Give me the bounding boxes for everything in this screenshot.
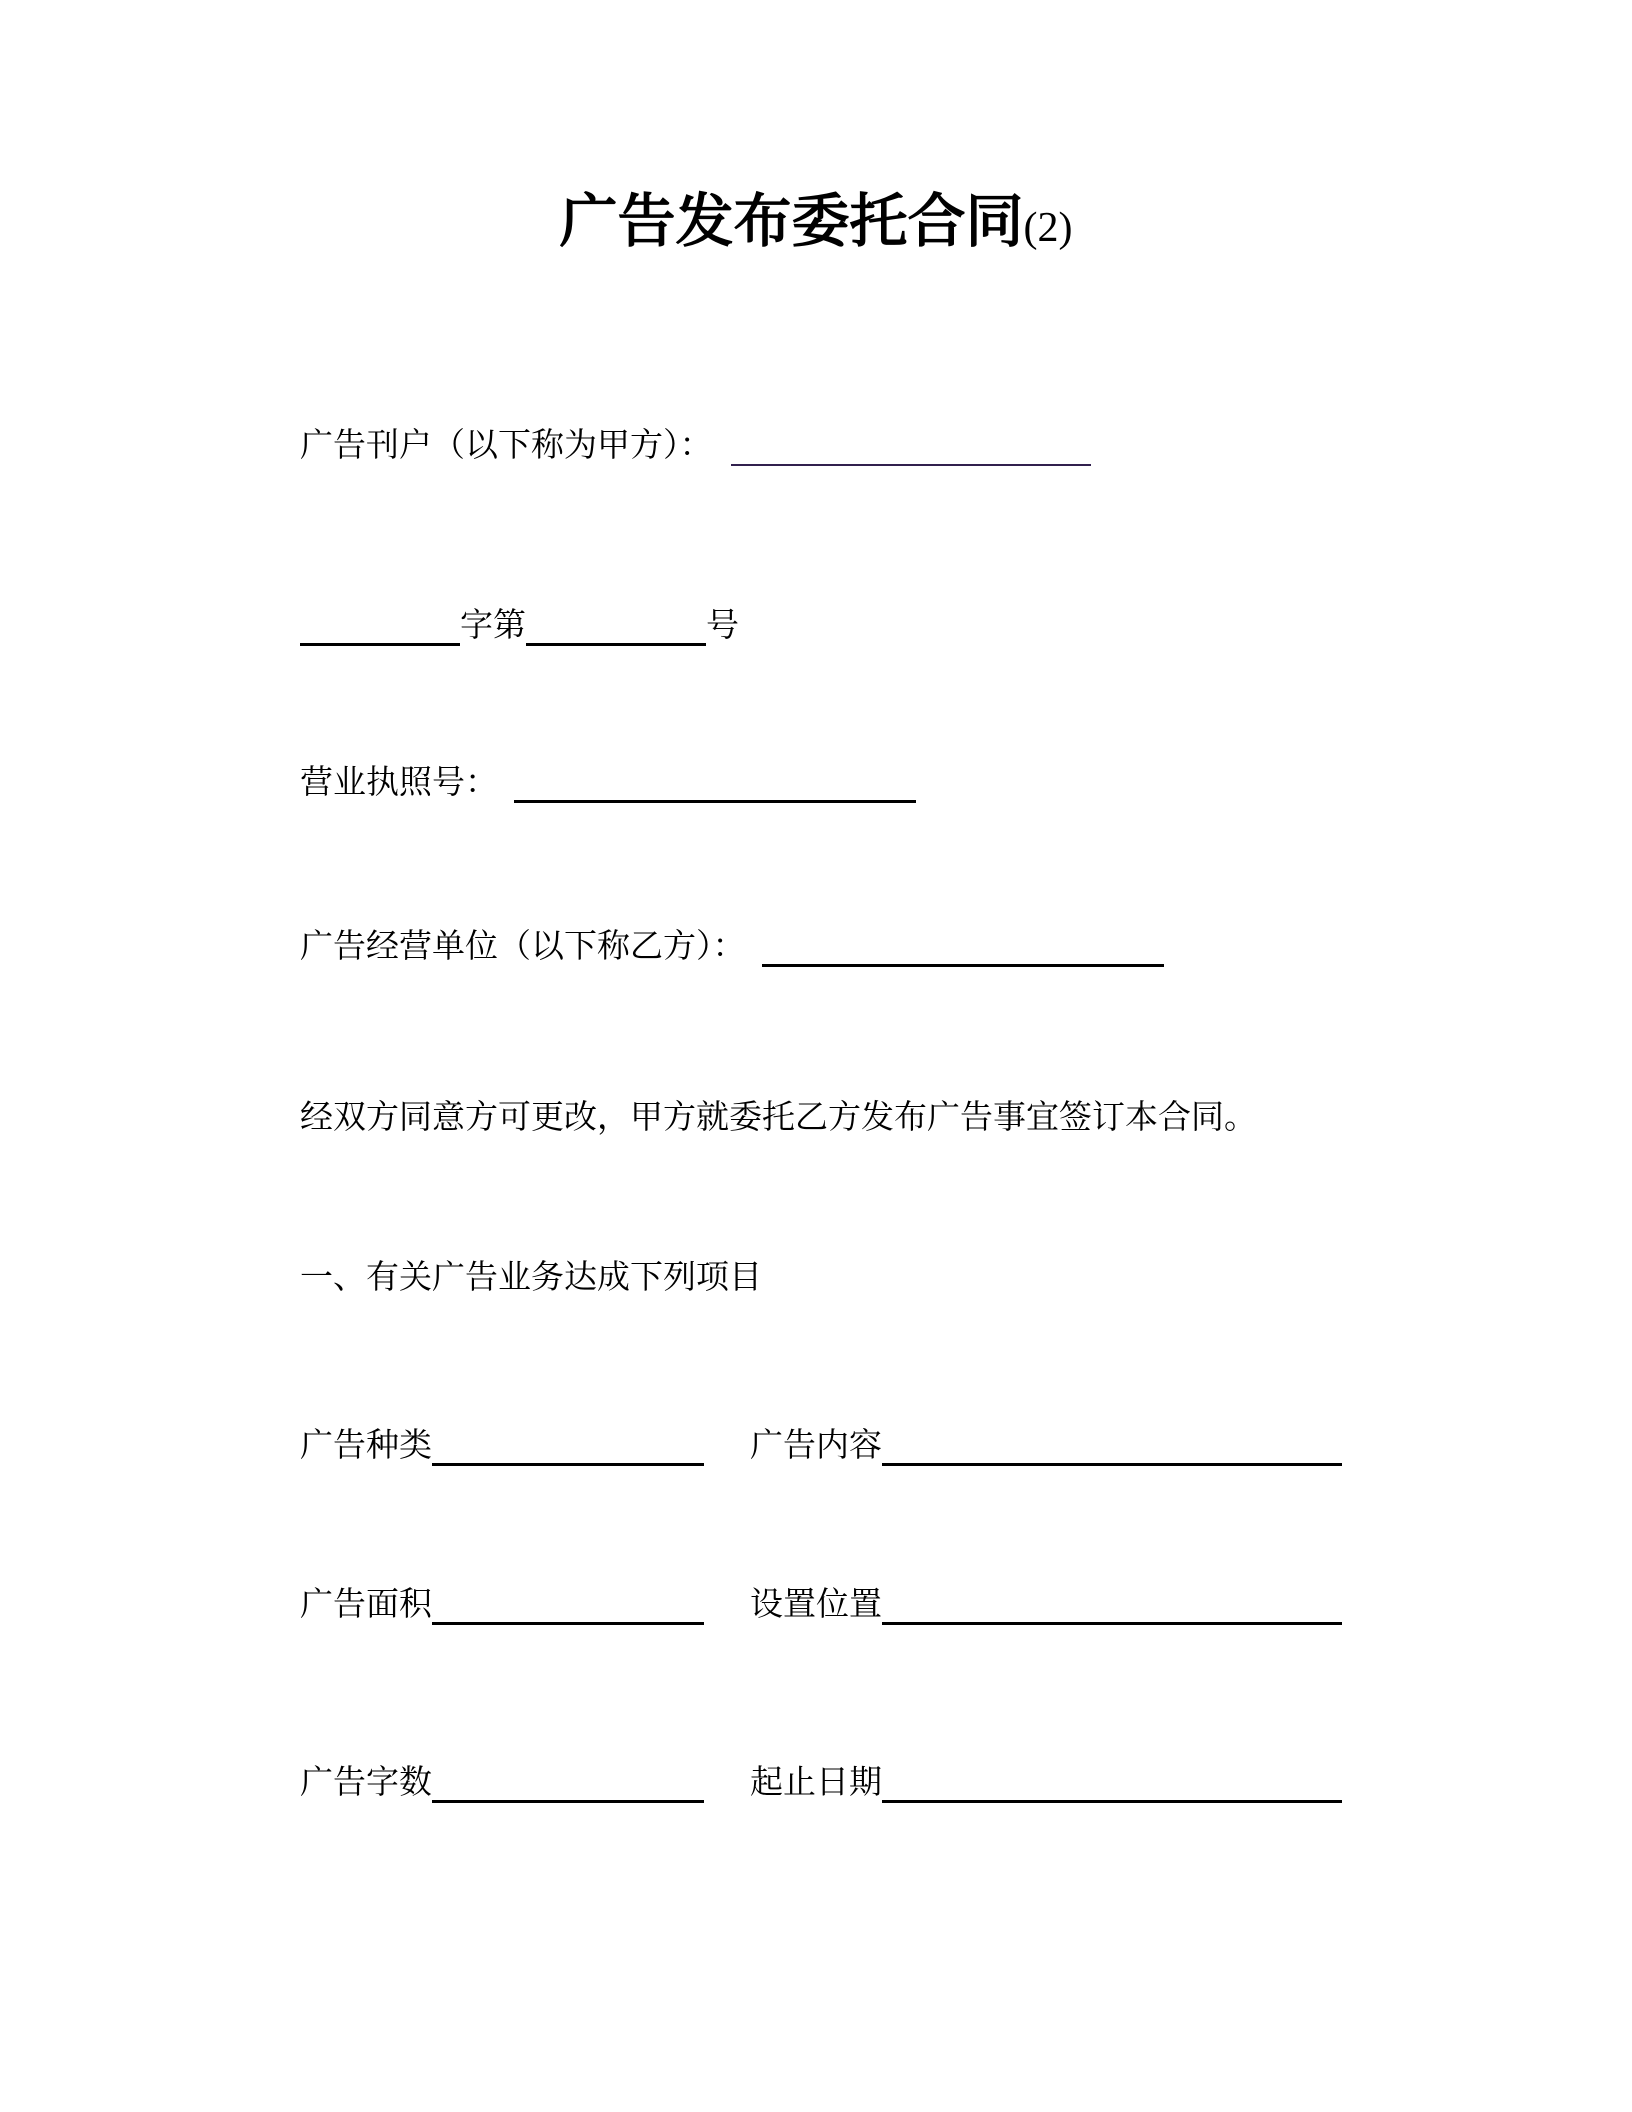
ad-area-blank-field[interactable] [432,1584,704,1625]
business-license-blank-field[interactable] [514,762,916,803]
reference-number-line [300,605,739,646]
placement-location-label: 设置位置 [750,1587,882,1623]
ref-hao-label: 号 [706,608,739,644]
document-title-text: 广告发布委托合同 [559,189,1024,254]
ad-content-blank-field[interactable] [882,1425,1342,1466]
ad-word-count-label: 广告字数 [300,1765,432,1801]
business-license-line [300,762,916,803]
ad-area-label: 广告面积 [300,1587,432,1623]
detail-row-2 [300,1584,882,1625]
ad-word-count-blank-field[interactable] [432,1762,704,1803]
party-b-blank-field[interactable] [762,926,1164,967]
placement-location-blank-field[interactable] [882,1584,1342,1625]
ad-type-label: 广告种类 [300,1428,432,1464]
document-title [0,186,1632,264]
document-title-number: (2) [1023,205,1073,251]
party-a-line [300,426,1091,466]
party-a-label: 广告刊户（以下称为甲方）： [300,428,713,464]
business-license-label: 营业执照号： [300,765,498,801]
section-one-heading: 一、有关广告业务达成下列项目 [300,1260,762,1296]
party-b-line [300,926,1164,967]
ad-content-label: 广告内容 [750,1428,882,1464]
ad-type-blank-field[interactable] [432,1425,704,1466]
start-end-date-blank-field[interactable] [882,1762,1342,1803]
ref-number-blank-field[interactable] [526,605,706,646]
ref-zidi-label: 字第 [460,608,526,644]
start-end-date-label: 起止日期 [750,1765,882,1801]
party-b-label: 广告经营单位（以下称乙方）： [300,929,746,965]
ref-prefix-blank-field[interactable] [300,605,460,646]
detail-row-3 [300,1762,882,1803]
intro-paragraph: 经双方同意方可更改，甲方就委托乙方发布广告事宜签订本合同。 [300,1100,1257,1136]
detail-row-1 [300,1425,882,1466]
party-a-blank-field[interactable] [731,426,1091,466]
